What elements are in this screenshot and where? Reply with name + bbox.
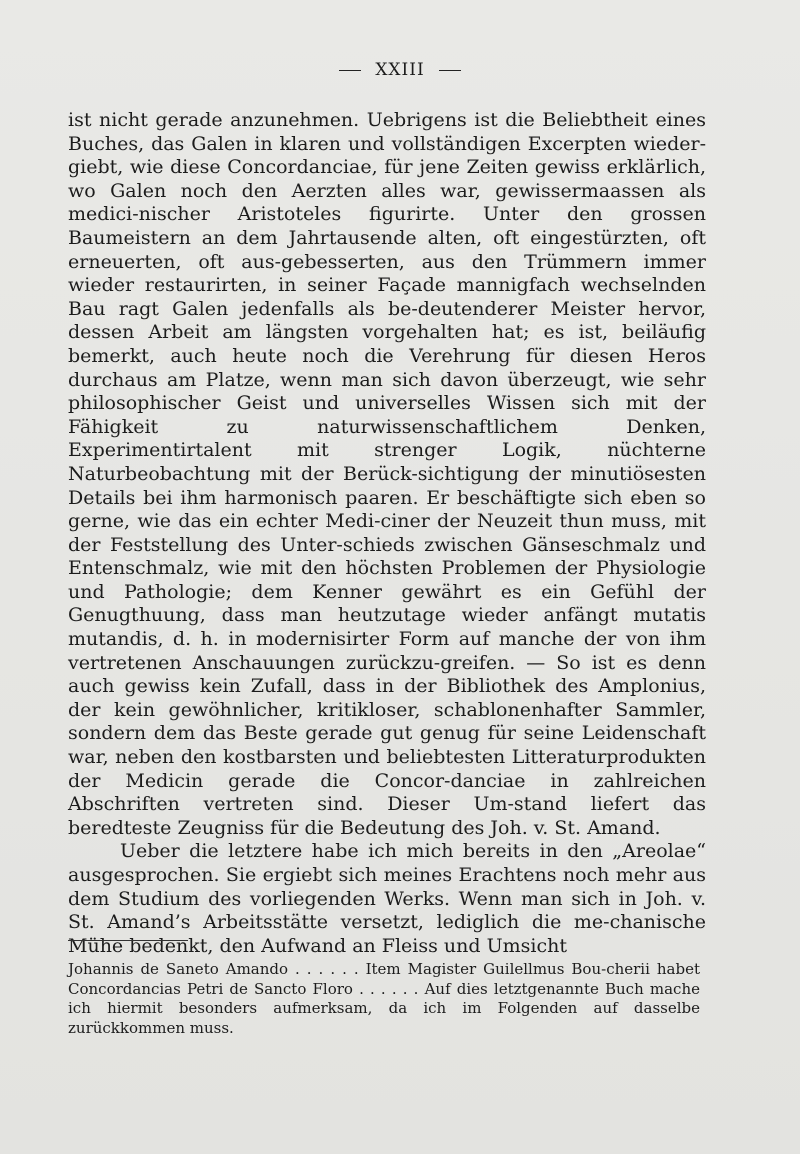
header-dash-right [439,70,461,71]
body-text [68,109,706,958]
paragraph: Ueber die letztere habe ich mich bereits in den „Areolae“ ausgesprochen. Sie ergiebt sich meines Erachtens noch mehr aus dem Studium des vorliegenden Werks. Wenn man sich in Joh. v. St. Amand’s Arbeitsstätte versetzt, lediglich die me-chanische Mühe bedenkt, den Aufwand an Fleiss und Umsicht [68,840,706,957]
footnote: Johannis de Saneto Amando . . . . . . Item Magister Guilellmus Bou-cherii habet Concordancias Petri de Sancto Floro . . . . . . Auf dies letztgenannte Buch mache ich hiermit besonders aufmerksam, da ich im Folgenden auf dasselbe zurückkommen muss. [68,960,700,1037]
header-dash-left [339,70,361,71]
paragraph: ist nicht gerade anzunehmen. Uebrigens ist die Beliebtheit eines Buches, das Galen in klaren und vollständigen Excerpten wieder-giebt, wie diese Concordanciae, für jene Zeiten gewiss erklärlich, wo Galen noch den Aerzten alles war, gewissermaassen als medici-nischer Aristoteles figurirte. Unter den grossen Baumeistern an dem Jahrtausende alten, oft eingestürzten, oft erneuerten, oft aus-gebesserten, aus den Trümmern immer wieder restaurirten, in seiner Façade mannigfach wechselnden Bau ragt Galen jedenfalls als be-deutenderer Meister hervor, dessen Arbeit am längsten vorgehalten hat; es ist, beiläufig bemerkt, auch heute noch die Verehrung für diesen Heros durchaus am Platze, wenn man sich davon überzeugt, wie sehr philosophischer Geist und universelles Wissen sich mit der Fähigkeit zu naturwissenschaftlichem Denken, Experimentirtalent mit strenger Logik, nüchterne Naturbeobachtung mit der Berück-sichtigung der minutiösesten Details bei ihm harmonisch paaren. Er beschäftigte sich eben so gerne, wie das ein echter Medi-ciner der Neuzeit thun muss, mit der Feststellung des Unter-schieds zwischen Gänseschmalz und Entenschmalz, wie mit den höchsten Problemen der Physiologie und Pathologie; dem Kenner gewährt es ein Gefühl der Genugthuung, dass man heutzutage wieder anfängt mutatis mutandis, d. h. in modernisirter Form auf manche der von ihm vertretenen Anschauungen zurückzu-greifen. — So ist es denn auch gewiss kein Zufall, dass in der Bibliothek des Amplonius, der kein gewöhnlicher, kritikloser, schablonenhafter Sammler, sondern dem das Beste gerade gut genug für seine Leidenschaft war, neben den kostbarsten und beliebtesten Litteraturprodukten der Medicin gerade die Concor-danciae in zahlreichen Abschriften vertreten sind. Dieser Um-stand liefert das beredteste Zeugniss für die Bedeutung des Joh. v. St. Amand. [68,109,706,839]
page-number: XXIII [375,60,425,80]
footnote-separator [68,940,188,941]
page-header [0,60,800,80]
